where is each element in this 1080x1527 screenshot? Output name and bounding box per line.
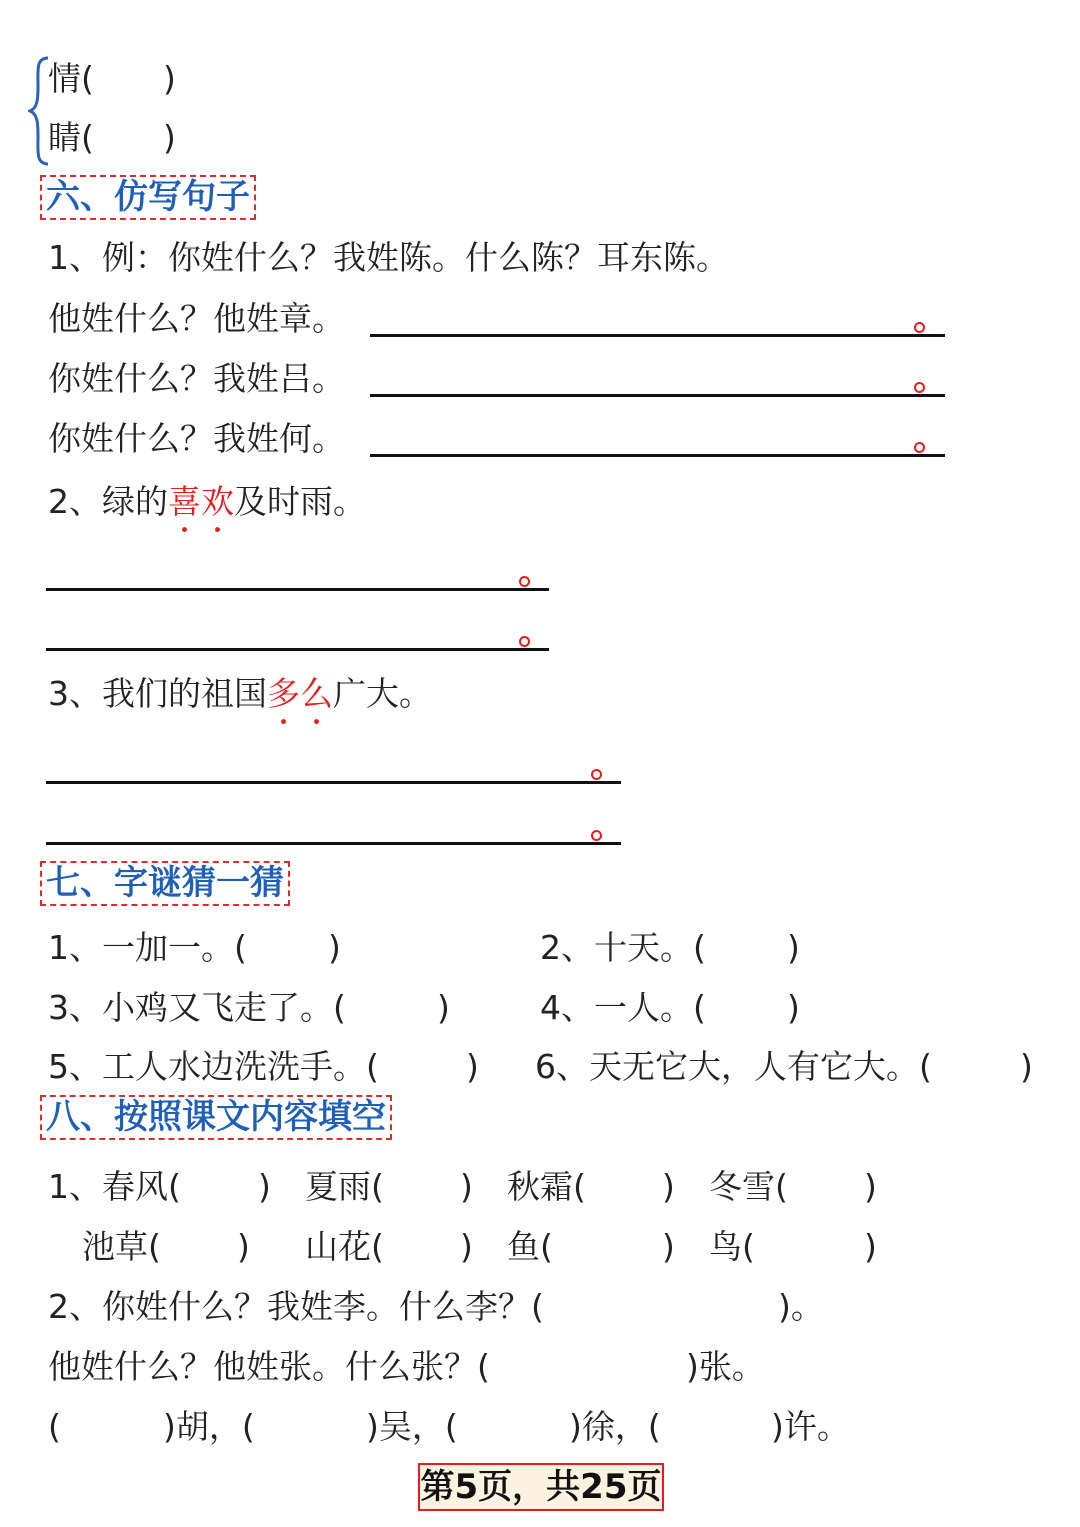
s6-q2-keyword: 喜欢 (168, 482, 234, 521)
period-mark (591, 769, 602, 780)
s8-q2-blank-open: ( (48, 1407, 61, 1446)
s6-q3-keyword: 多么 (267, 674, 333, 713)
riddle-3: 3、小鸡又飞走了。( (48, 988, 346, 1027)
riddle-5: 5、工人水边洗洗手。( (48, 1047, 379, 1086)
s8-q2-line-1: 2、你姓什么？我姓李。什么李？( (48, 1287, 544, 1326)
s6-q2-prefix: 2、绿的 (48, 482, 168, 521)
riddle-6-close: ) (1020, 1047, 1033, 1086)
riddle-6: 6、天无它大，人有它大。( (535, 1047, 932, 1086)
fill-mountain-flower: 山花( (305, 1227, 384, 1266)
period-mark (914, 442, 925, 453)
answer-line[interactable] (370, 394, 945, 397)
section-7-heading: 七、字谜猜一猜 (40, 861, 290, 906)
fill-close: ) (237, 1227, 250, 1266)
top-row-2-close: ) (163, 118, 176, 157)
top-row-2: 睛( (48, 118, 94, 157)
fill-fish: 鱼( (507, 1227, 553, 1266)
fill-close: ) (864, 1167, 877, 1206)
s8-q2-blank-xu: )徐，( (569, 1407, 661, 1446)
answer-line[interactable] (46, 781, 621, 784)
fill-spring-wind: 1、春风( (48, 1167, 181, 1206)
page-number: 第5页，共25页 (418, 1463, 664, 1511)
s6-q1-example: 1、例：你姓什么？我姓陈。什么陈？耳东陈。 (48, 238, 729, 277)
fill-autumn-frost: 秋霜( (507, 1167, 586, 1206)
s8-q2-blank-xu2: )许。 (771, 1407, 850, 1446)
period-mark (914, 382, 925, 393)
fill-winter-snow: 冬雪( (709, 1167, 788, 1206)
answer-line[interactable] (46, 588, 549, 591)
fill-summer-rain: 夏雨( (305, 1167, 384, 1206)
top-row-1: 情( (48, 59, 94, 98)
riddle-2-close: ) (787, 928, 800, 967)
fill-bird: 鸟( (709, 1227, 755, 1266)
fill-pond-grass: 池草( (82, 1227, 161, 1266)
fill-close: ) (460, 1167, 473, 1206)
answer-line[interactable] (46, 842, 621, 845)
riddle-2: 2、十天。( (540, 928, 706, 967)
top-row-1-close: ) (163, 59, 176, 98)
fill-close: ) (662, 1167, 675, 1206)
s8-q2-line-2: 他姓什么？他姓张。什么张？( (48, 1347, 490, 1386)
s6-q3-suffix: 广大。 (333, 674, 432, 713)
riddle-3-close: ) (437, 988, 450, 1027)
answer-line[interactable] (370, 454, 945, 457)
s6-q1-line-2: 你姓什么？我姓吕。 (48, 359, 345, 398)
riddle-5-close: ) (466, 1047, 479, 1086)
fill-close: ) (460, 1227, 473, 1266)
riddle-4: 4、一人。( (540, 988, 706, 1027)
s6-q2-suffix: 及时雨。 (234, 482, 366, 521)
s8-q2-line-1-end: )。 (778, 1287, 824, 1326)
riddle-1: 1、一加一。( (48, 928, 247, 967)
period-mark (591, 830, 602, 841)
s6-q2 (48, 482, 366, 541)
answer-line[interactable] (46, 648, 549, 651)
period-mark (914, 322, 925, 333)
s8-q2-blank-hu: )胡，( (163, 1407, 255, 1446)
s8-q2-blank-wu: )吴，( (366, 1407, 458, 1446)
riddle-4-close: ) (787, 988, 800, 1027)
s6-q3-prefix: 3、我们的祖国 (48, 674, 267, 713)
riddle-1-close: ) (328, 928, 341, 967)
section-6-heading: 六、仿写句子 (40, 175, 256, 220)
s8-q2-line-2-end: )张。 (686, 1347, 765, 1386)
fill-close: ) (864, 1227, 877, 1266)
period-mark (519, 576, 530, 587)
period-mark (519, 636, 530, 647)
s6-q3 (48, 674, 432, 733)
fill-close: ) (258, 1167, 271, 1206)
section-8-heading: 八、按照课文内容填空 (40, 1095, 392, 1140)
s6-q1-line-3: 你姓什么？我姓何。 (48, 419, 345, 458)
s6-q1-line-1: 他姓什么？他姓章。 (48, 299, 345, 338)
answer-line[interactable] (370, 334, 945, 337)
fill-close: ) (662, 1227, 675, 1266)
